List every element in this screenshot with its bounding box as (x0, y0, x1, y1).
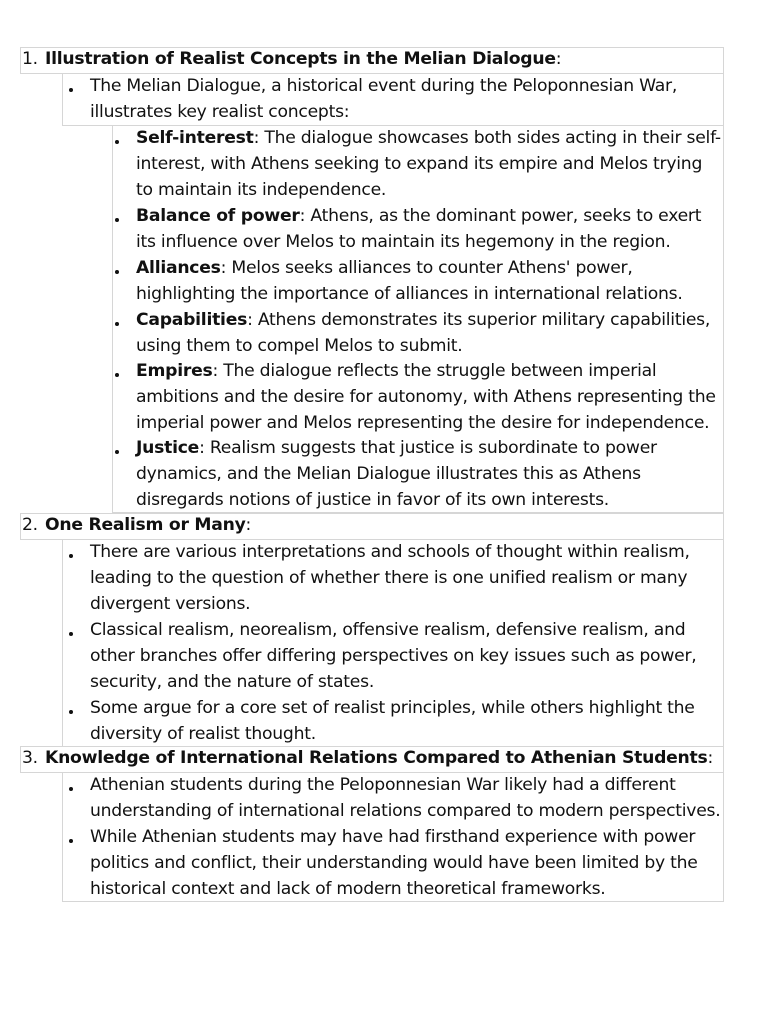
bullet-icon (115, 218, 119, 222)
section-3-bullet-1-text: Athenian students during the Peloponnesian War likely had a different understanding of international relations compared to modern perspectives. (90, 775, 721, 821)
bullet-icon (69, 632, 73, 636)
sub-item-alliances (136, 256, 722, 308)
sub-item-desc: : The dialogue showcases both sides acting in their self-interest, with Athens seeking to expand its empire and Melos trying to maintain its independence. (136, 128, 721, 200)
bullet-icon (115, 322, 119, 326)
sub-item-desc: : Realism suggests that justice is subordinate to power dynamics, and the Melian Dialogue illustrates this as Athens disregards notions of justice in favor of its own interests. (136, 438, 657, 510)
sub-item-capabilities (136, 308, 722, 360)
bullet-icon (115, 373, 119, 377)
section-1-bullet-1-text: The Melian Dialogue, a historical event during the Peloponnesian War, illustrates key realist concepts: (90, 76, 678, 122)
section-3-number: 3. (22, 748, 38, 768)
section-3-title (45, 746, 713, 772)
section-3-title-text: Knowledge of International Relations Compared to Athenian Students (45, 748, 708, 768)
section-2-bullet-1-text: There are various interpretations and schools of thought within realism, leading to the question of whether there is one unified realism or many divergent versions. (90, 542, 690, 614)
sub-item-term: Self-interest (136, 128, 254, 148)
bullet-icon (69, 787, 73, 791)
sub-item-desc: : Melos seeks alliances to counter Athens' power, highlighting the importance of alliances in international relations. (136, 258, 683, 304)
bullet-icon (69, 554, 73, 558)
sub-item-desc: : Athens, as the dominant power, seeks to exert its influence over Melos to maintain its hegemony in the region. (136, 206, 702, 252)
sub-item-term: Alliances (136, 258, 221, 278)
section-3-title-suffix: : (707, 748, 714, 768)
bullet-icon (69, 88, 73, 92)
sub-item-justice (136, 436, 722, 514)
bullet-icon (69, 839, 73, 843)
sub-item-term: Justice (136, 438, 200, 458)
bullet-icon (115, 140, 119, 144)
section-1-title-text: Illustration of Realist Concepts in the Melian Dialogue (45, 49, 556, 69)
sub-item-term: Balance of power (136, 206, 300, 226)
section-2-title (45, 513, 251, 539)
sub-item-empires (136, 359, 722, 437)
section-2-number: 2. (22, 515, 38, 535)
sub-item-desc: : The dialogue reflects the struggle between imperial ambitions and the desire for autonomy, with Athens representing the imperial power and Melos representing the desire for independence. (136, 361, 716, 433)
section-3-bullet-2-text: While Athenian students may have had firsthand experience with power politics and conflict, their understanding would have been limited by the historical context and lack of modern theoretical frameworks. (90, 827, 698, 899)
bullet-icon (69, 710, 73, 714)
sub-item-self-interest (136, 126, 722, 204)
section-2-title-suffix: : (245, 515, 252, 535)
bullet-icon (115, 270, 119, 274)
sub-item-term: Capabilities (136, 310, 248, 330)
section-1-title-suffix: : (555, 49, 562, 69)
section-2-bullet-3-text: Some argue for a core set of realist principles, while others highlight the diversity of realist thought. (90, 698, 695, 744)
section-2-bullet-2-text: Classical realism, neorealism, offensive realism, defensive realism, and other branches offer differing perspectives on key issues such as power, security, and the nature of states. (90, 620, 697, 692)
sub-item-desc: : Athens demonstrates its superior military capabilities, using them to compel Melos to submit. (136, 310, 711, 356)
sub-item-term: Empires (136, 361, 213, 381)
section-2-title-text: One Realism or Many (45, 515, 246, 535)
bullet-icon (115, 450, 119, 454)
sub-item-balance-of-power (136, 204, 722, 256)
section-1-number: 1. (22, 49, 38, 69)
section-1-title (45, 47, 561, 73)
